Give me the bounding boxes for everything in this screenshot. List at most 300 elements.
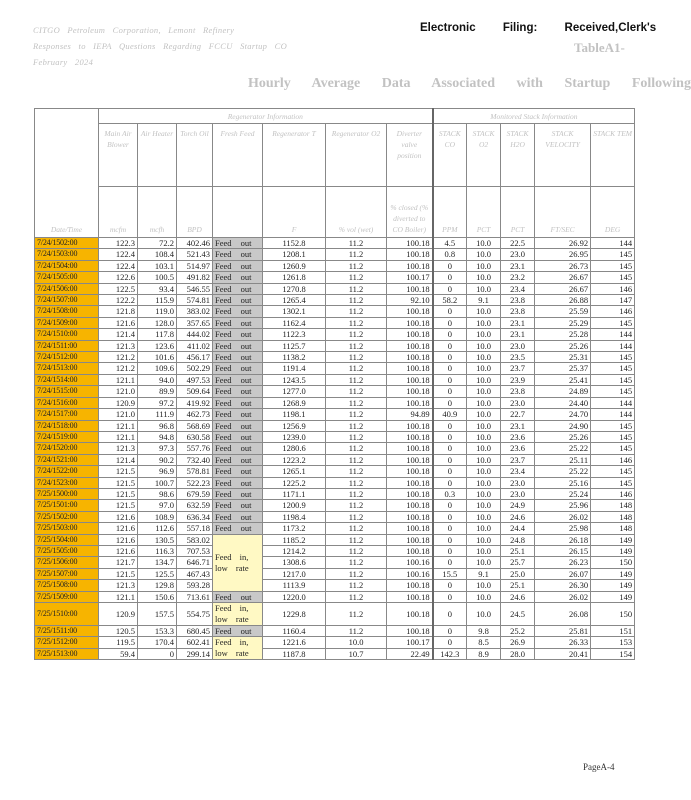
date-cell: 7/25/1502:00: [35, 511, 99, 522]
data-cell: 120.9: [99, 603, 138, 626]
data-cell: 0: [433, 317, 467, 328]
data-cell: 150.6: [138, 591, 177, 602]
data-cell: 23.8: [501, 386, 535, 397]
data-cell: 119.5: [99, 637, 138, 649]
unit-stack-h2o: PCT: [501, 187, 535, 238]
fresh-feed-cell: Feed out: [213, 500, 263, 511]
data-cell: 23.0: [501, 488, 535, 499]
data-cell: 0: [433, 511, 467, 522]
data-cell: 24.40: [535, 397, 591, 408]
data-cell: 59.4: [99, 648, 138, 660]
data-cell: 0: [433, 420, 467, 431]
date-cell: 7/24/1520:00: [35, 443, 99, 454]
data-cell: 0: [433, 477, 467, 488]
data-cell: 112.6: [138, 523, 177, 534]
data-cell: 11.2: [326, 477, 387, 488]
col-stack-velocity: STACK VELOCITY: [535, 124, 591, 187]
data-cell: 25.24: [535, 488, 591, 499]
fresh-feed-cell: Feed out: [213, 340, 263, 351]
data-cell: 4.5: [433, 238, 467, 249]
data-cell: 10.0: [467, 454, 501, 465]
data-cell: 11.2: [326, 603, 387, 626]
date-cell: 7/24/1506:00: [35, 283, 99, 294]
data-cell: 383.02: [177, 306, 213, 317]
data-cell: 145: [591, 431, 635, 442]
data-cell: 26.07: [535, 568, 591, 579]
data-cell: 23.0: [501, 397, 535, 408]
data-cell: 1162.4: [263, 317, 326, 328]
data-cell: 25.1: [501, 545, 535, 556]
fresh-feed-cell: Feed out: [213, 283, 263, 294]
data-cell: 25.28: [535, 329, 591, 340]
table-row: [35, 249, 635, 260]
data-cell: 24.89: [535, 386, 591, 397]
data-cell: 1173.2: [263, 523, 326, 534]
data-cell: 151: [591, 626, 635, 637]
data-cell: 679.59: [177, 488, 213, 499]
date-cell: 7/25/1506:00: [35, 557, 99, 568]
data-cell: 149: [591, 545, 635, 556]
data-cell: 23.8: [501, 295, 535, 306]
data-cell: 149: [591, 534, 635, 545]
data-cell: 11.2: [326, 488, 387, 499]
data-cell: 0: [433, 534, 467, 545]
data-cell: 11.2: [326, 283, 387, 294]
table-row: [35, 363, 635, 374]
data-cell: 11.2: [326, 500, 387, 511]
date-cell: 7/25/1505:00: [35, 545, 99, 556]
col-fresh-feed: Fresh Feed: [213, 124, 263, 187]
data-cell: 10.0: [467, 317, 501, 328]
date-cell: 7/24/1514:00: [35, 374, 99, 385]
data-cell: 0: [433, 397, 467, 408]
data-cell: 732.40: [177, 454, 213, 465]
data-cell: 0: [433, 637, 467, 649]
data-cell: 149: [591, 580, 635, 591]
data-cell: 411.02: [177, 340, 213, 351]
data-cell: 509.64: [177, 386, 213, 397]
fresh-feed-cell: Feed out: [213, 386, 263, 397]
fresh-feed-cell: Feed out: [213, 431, 263, 442]
data-cell: 144: [591, 409, 635, 420]
page-number: PageA-4: [583, 762, 615, 772]
data-cell: 22.49: [387, 648, 433, 660]
data-cell: 11.2: [326, 409, 387, 420]
data-cell: 0: [433, 580, 467, 591]
data-cell: 22.5: [501, 238, 535, 249]
data-cell: 0: [433, 591, 467, 602]
data-cell: 0: [433, 329, 467, 340]
date-cell: 7/25/1507:00: [35, 568, 99, 579]
data-cell: 154: [591, 648, 635, 660]
data-cell: 115.9: [138, 295, 177, 306]
fresh-feed-cell: Feed out: [213, 466, 263, 477]
data-cell: 11.2: [326, 363, 387, 374]
data-cell: 24.6: [501, 591, 535, 602]
data-cell: 10.0: [467, 431, 501, 442]
data-cell: 1125.7: [263, 340, 326, 351]
data-cell: 123.6: [138, 340, 177, 351]
data-cell: 146: [591, 306, 635, 317]
data-cell: 100.18: [387, 626, 433, 637]
data-cell: 0: [433, 283, 467, 294]
data-cell: 0: [433, 374, 467, 385]
data-cell: 25.37: [535, 363, 591, 374]
data-cell: 521.43: [177, 249, 213, 260]
fresh-feed-cell: Feed out: [213, 374, 263, 385]
data-cell: 23.0: [501, 340, 535, 351]
data-cell: 10.0: [467, 534, 501, 545]
date-cell: 7/25/1510:00: [35, 603, 99, 626]
data-cell: 23.2: [501, 272, 535, 283]
data-cell: 11.2: [326, 466, 387, 477]
data-cell: 23.1: [501, 317, 535, 328]
table-title: Hourly Average Data Associated with Startup Following: [248, 76, 691, 91]
table-row: [35, 352, 635, 363]
unit-air-heater: mcfh: [138, 187, 177, 238]
data-cell: 419.92: [177, 397, 213, 408]
data-cell: 11.2: [326, 545, 387, 556]
data-cell: 0: [433, 431, 467, 442]
data-cell: 26.95: [535, 249, 591, 260]
data-cell: 1113.9: [263, 580, 326, 591]
data-cell: 10.0: [467, 488, 501, 499]
data-cell: 1198.4: [263, 511, 326, 522]
date-cell: 7/25/1512:00: [35, 637, 99, 649]
table-row: [35, 306, 635, 317]
data-cell: 23.5: [501, 352, 535, 363]
fresh-feed-cell: Feed out: [213, 626, 263, 637]
date-cell: 7/24/1522:00: [35, 466, 99, 477]
data-cell: 98.6: [138, 488, 177, 499]
date-cell: 7/24/1505:00: [35, 272, 99, 283]
fresh-feed-cell: Feed out: [213, 260, 263, 271]
fresh-feed-cell: Feed out: [213, 249, 263, 260]
data-cell: 122.4: [99, 260, 138, 271]
data-cell: 546.55: [177, 283, 213, 294]
data-cell: 10.0: [326, 637, 387, 649]
table-row: [35, 557, 635, 568]
fresh-feed-cell: Feed out: [213, 272, 263, 283]
data-cell: 25.11: [535, 454, 591, 465]
data-cell: 602.41: [177, 637, 213, 649]
data-cell: 121.3: [99, 443, 138, 454]
data-cell: 1302.1: [263, 306, 326, 317]
unit-regen-t: F: [263, 187, 326, 238]
unit-stack-co: PPM: [433, 187, 467, 238]
data-cell: 101.6: [138, 352, 177, 363]
fresh-feed-cell: Feed out: [213, 591, 263, 602]
data-cell: 0: [433, 272, 467, 283]
data-cell: 144: [591, 340, 635, 351]
data-cell: 10.0: [467, 397, 501, 408]
unit-diverter: % closed (% diverted to CO Boiler): [387, 187, 433, 238]
col-air-heater: Air Heater: [138, 124, 177, 187]
date-cell: 7/24/1504:00: [35, 260, 99, 271]
data-cell: 10.0: [467, 306, 501, 317]
data-cell: 0: [433, 443, 467, 454]
data-cell: 100.18: [387, 591, 433, 602]
data-cell: 121.5: [99, 488, 138, 499]
data-cell: 11.2: [326, 626, 387, 637]
data-cell: 121.4: [99, 329, 138, 340]
data-cell: 9.1: [467, 568, 501, 579]
data-cell: 100.18: [387, 488, 433, 499]
data-cell: 0: [433, 260, 467, 271]
data-cell: 24.9: [501, 500, 535, 511]
data-cell: 1221.6: [263, 637, 326, 649]
unit-fresh-feed: [213, 187, 263, 238]
data-cell: 100.18: [387, 443, 433, 454]
table-row: [35, 603, 635, 626]
data-cell: 11.2: [326, 238, 387, 249]
data-cell: 97.3: [138, 443, 177, 454]
unit-stack-temp: DEG: [591, 187, 635, 238]
data-cell: 145: [591, 477, 635, 488]
data-cell: 121.6: [99, 534, 138, 545]
data-cell: 22.7: [501, 409, 535, 420]
data-table: [34, 108, 635, 660]
unit-torch-oil: BPD: [177, 187, 213, 238]
data-cell: 0: [433, 523, 467, 534]
date-cell: 7/24/1507:00: [35, 295, 99, 306]
data-cell: 11.2: [326, 580, 387, 591]
data-cell: 100.18: [387, 500, 433, 511]
unit-main-air-blower: mcfm: [99, 187, 138, 238]
fresh-feed-cell: Feed out: [213, 477, 263, 488]
data-cell: 142.3: [433, 648, 467, 660]
date-cell: 7/25/1508:00: [35, 580, 99, 591]
data-cell: 100.18: [387, 283, 433, 294]
data-cell: 8.5: [467, 637, 501, 649]
data-cell: 23.1: [501, 329, 535, 340]
fresh-feed-cell: Feed out: [213, 363, 263, 374]
table-row: [35, 545, 635, 556]
data-cell: 1152.8: [263, 238, 326, 249]
group-header-regenerator: Regenerator Information: [99, 109, 433, 124]
data-cell: 713.61: [177, 591, 213, 602]
data-cell: 24.8: [501, 534, 535, 545]
data-cell: 10.0: [467, 443, 501, 454]
header-company-block: [33, 22, 303, 70]
data-cell: 100.18: [387, 374, 433, 385]
fresh-feed-cell: Feed out: [213, 511, 263, 522]
data-cell: 121.3: [99, 340, 138, 351]
data-cell: 23.7: [501, 454, 535, 465]
header-line-3: February 2024: [33, 57, 94, 67]
data-cell: 121.7: [99, 557, 138, 568]
data-cell: 11.2: [326, 306, 387, 317]
data-cell: 402.46: [177, 238, 213, 249]
data-cell: 11.2: [326, 352, 387, 363]
table-row: [35, 500, 635, 511]
date-cell: 7/24/1510:00: [35, 329, 99, 340]
data-cell: 100.18: [387, 454, 433, 465]
data-cell: 90.2: [138, 454, 177, 465]
data-cell: 148: [591, 511, 635, 522]
data-cell: 0: [433, 557, 467, 568]
col-diverter: Diverter valve position: [387, 124, 433, 187]
fresh-feed-cell: Feed out: [213, 329, 263, 340]
data-cell: 121.5: [99, 500, 138, 511]
data-cell: 25.22: [535, 466, 591, 477]
fresh-feed-cell: Feed out: [213, 488, 263, 499]
col-stack-temp: STACK TEM: [591, 124, 635, 187]
data-cell: 100.18: [387, 431, 433, 442]
data-cell: 100.5: [138, 272, 177, 283]
data-cell: 9.8: [467, 626, 501, 637]
data-cell: 122.6: [99, 272, 138, 283]
fresh-feed-cell: Feed out: [213, 352, 263, 363]
table-row: [35, 637, 635, 649]
data-cell: 0: [433, 603, 467, 626]
data-cell: 1191.4: [263, 363, 326, 374]
data-cell: 11.2: [326, 272, 387, 283]
table-label: TableA1-: [574, 40, 625, 55]
data-cell: 10.0: [467, 523, 501, 534]
data-cell: 568.69: [177, 420, 213, 431]
data-cell: 11.2: [326, 397, 387, 408]
data-cell: 0: [433, 363, 467, 374]
data-cell: 1280.6: [263, 443, 326, 454]
data-cell: 97.0: [138, 500, 177, 511]
data-cell: 554.75: [177, 603, 213, 626]
data-cell: 11.2: [326, 249, 387, 260]
data-cell: 150: [591, 557, 635, 568]
data-cell: 0.3: [433, 488, 467, 499]
table-row: [35, 340, 635, 351]
data-cell: 11.2: [326, 374, 387, 385]
data-cell: 121.4: [99, 454, 138, 465]
data-cell: 121.0: [99, 386, 138, 397]
date-cell: 7/24/1502:00: [35, 238, 99, 249]
data-cell: 0: [433, 500, 467, 511]
data-cell: 146: [591, 488, 635, 499]
table-row: [35, 238, 635, 249]
data-cell: 23.4: [501, 466, 535, 477]
table-row: [35, 443, 635, 454]
data-cell: 121.0: [99, 409, 138, 420]
data-cell: 145: [591, 272, 635, 283]
col-stack-co: STACK CO: [433, 124, 467, 187]
data-cell: 23.0: [501, 249, 535, 260]
data-cell: 1171.1: [263, 488, 326, 499]
table-row: [35, 523, 635, 534]
data-cell: 26.73: [535, 260, 591, 271]
data-cell: 10.7: [326, 648, 387, 660]
data-cell: 0: [138, 648, 177, 660]
data-cell: 26.18: [535, 534, 591, 545]
date-cell: 7/24/1515:00: [35, 386, 99, 397]
data-cell: 680.45: [177, 626, 213, 637]
fresh-feed-cell: Feed out: [213, 523, 263, 534]
data-cell: 146: [591, 454, 635, 465]
data-cell: 100.16: [387, 557, 433, 568]
data-cell: 100.18: [387, 238, 433, 249]
data-cell: 119.0: [138, 306, 177, 317]
data-cell: 109.6: [138, 363, 177, 374]
data-cell: 23.1: [501, 420, 535, 431]
data-cell: 146: [591, 283, 635, 294]
data-cell: 108.9: [138, 511, 177, 522]
data-cell: 100.18: [387, 386, 433, 397]
fresh-feed-cell: Feed in, low rate: [213, 637, 263, 660]
data-cell: 25.96: [535, 500, 591, 511]
data-cell: 8.9: [467, 648, 501, 660]
data-cell: 145: [591, 260, 635, 271]
data-cell: 111.9: [138, 409, 177, 420]
data-cell: 578.81: [177, 466, 213, 477]
data-cell: 1160.4: [263, 626, 326, 637]
data-cell: 0: [433, 386, 467, 397]
data-cell: 121.5: [99, 466, 138, 477]
data-cell: 100.18: [387, 340, 433, 351]
date-cell: 7/24/1509:00: [35, 317, 99, 328]
data-cell: 108.4: [138, 249, 177, 260]
data-cell: 11.2: [326, 420, 387, 431]
header-line-1: CITGO Petroleum Corporation, Lemont Refinery: [33, 25, 235, 35]
data-cell: 10.0: [467, 386, 501, 397]
data-cell: 121.2: [99, 363, 138, 374]
data-cell: 148: [591, 500, 635, 511]
data-cell: 1138.2: [263, 352, 326, 363]
table-row: [35, 466, 635, 477]
data-cell: 100.18: [387, 603, 433, 626]
data-cell: 10.0: [467, 283, 501, 294]
table-row: [35, 477, 635, 488]
data-cell: 96.8: [138, 420, 177, 431]
date-cell: 7/25/1503:00: [35, 523, 99, 534]
date-cell: 7/25/1509:00: [35, 591, 99, 602]
data-cell: 522.23: [177, 477, 213, 488]
data-cell: 122.3: [99, 238, 138, 249]
col-main-air-blower: Main Air Blower: [99, 124, 138, 187]
data-cell: 10.0: [467, 500, 501, 511]
fresh-feed-cell: Feed out: [213, 397, 263, 408]
table-row: [35, 488, 635, 499]
data-cell: 100.18: [387, 363, 433, 374]
data-cell: 24.5: [501, 603, 535, 626]
data-cell: 646.71: [177, 557, 213, 568]
data-cell: 632.59: [177, 500, 213, 511]
data-cell: 26.30: [535, 580, 591, 591]
fresh-feed-cell: Feed out: [213, 420, 263, 431]
data-cell: 0: [433, 545, 467, 556]
data-cell: 92.10: [387, 295, 433, 306]
filing-word-1: Electronic: [420, 22, 476, 34]
data-cell: 10.0: [467, 603, 501, 626]
data-cell: 100.18: [387, 511, 433, 522]
data-cell: 97.2: [138, 397, 177, 408]
data-cell: 122.5: [99, 283, 138, 294]
data-cell: 20.41: [535, 648, 591, 660]
data-cell: 23.8: [501, 306, 535, 317]
data-cell: 11.2: [326, 431, 387, 442]
data-cell: 145: [591, 352, 635, 363]
data-cell: 1308.6: [263, 557, 326, 568]
data-cell: 100.17: [387, 637, 433, 649]
data-cell: 147: [591, 295, 635, 306]
fresh-feed-cell: Feed in, low rate: [213, 534, 263, 591]
data-cell: 25.59: [535, 306, 591, 317]
data-cell: 129.8: [138, 580, 177, 591]
data-cell: 10.0: [467, 329, 501, 340]
table-row: [35, 374, 635, 385]
data-cell: 145: [591, 386, 635, 397]
data-cell: 1239.0: [263, 431, 326, 442]
data-cell: 157.5: [138, 603, 177, 626]
data-cell: 11.2: [326, 340, 387, 351]
